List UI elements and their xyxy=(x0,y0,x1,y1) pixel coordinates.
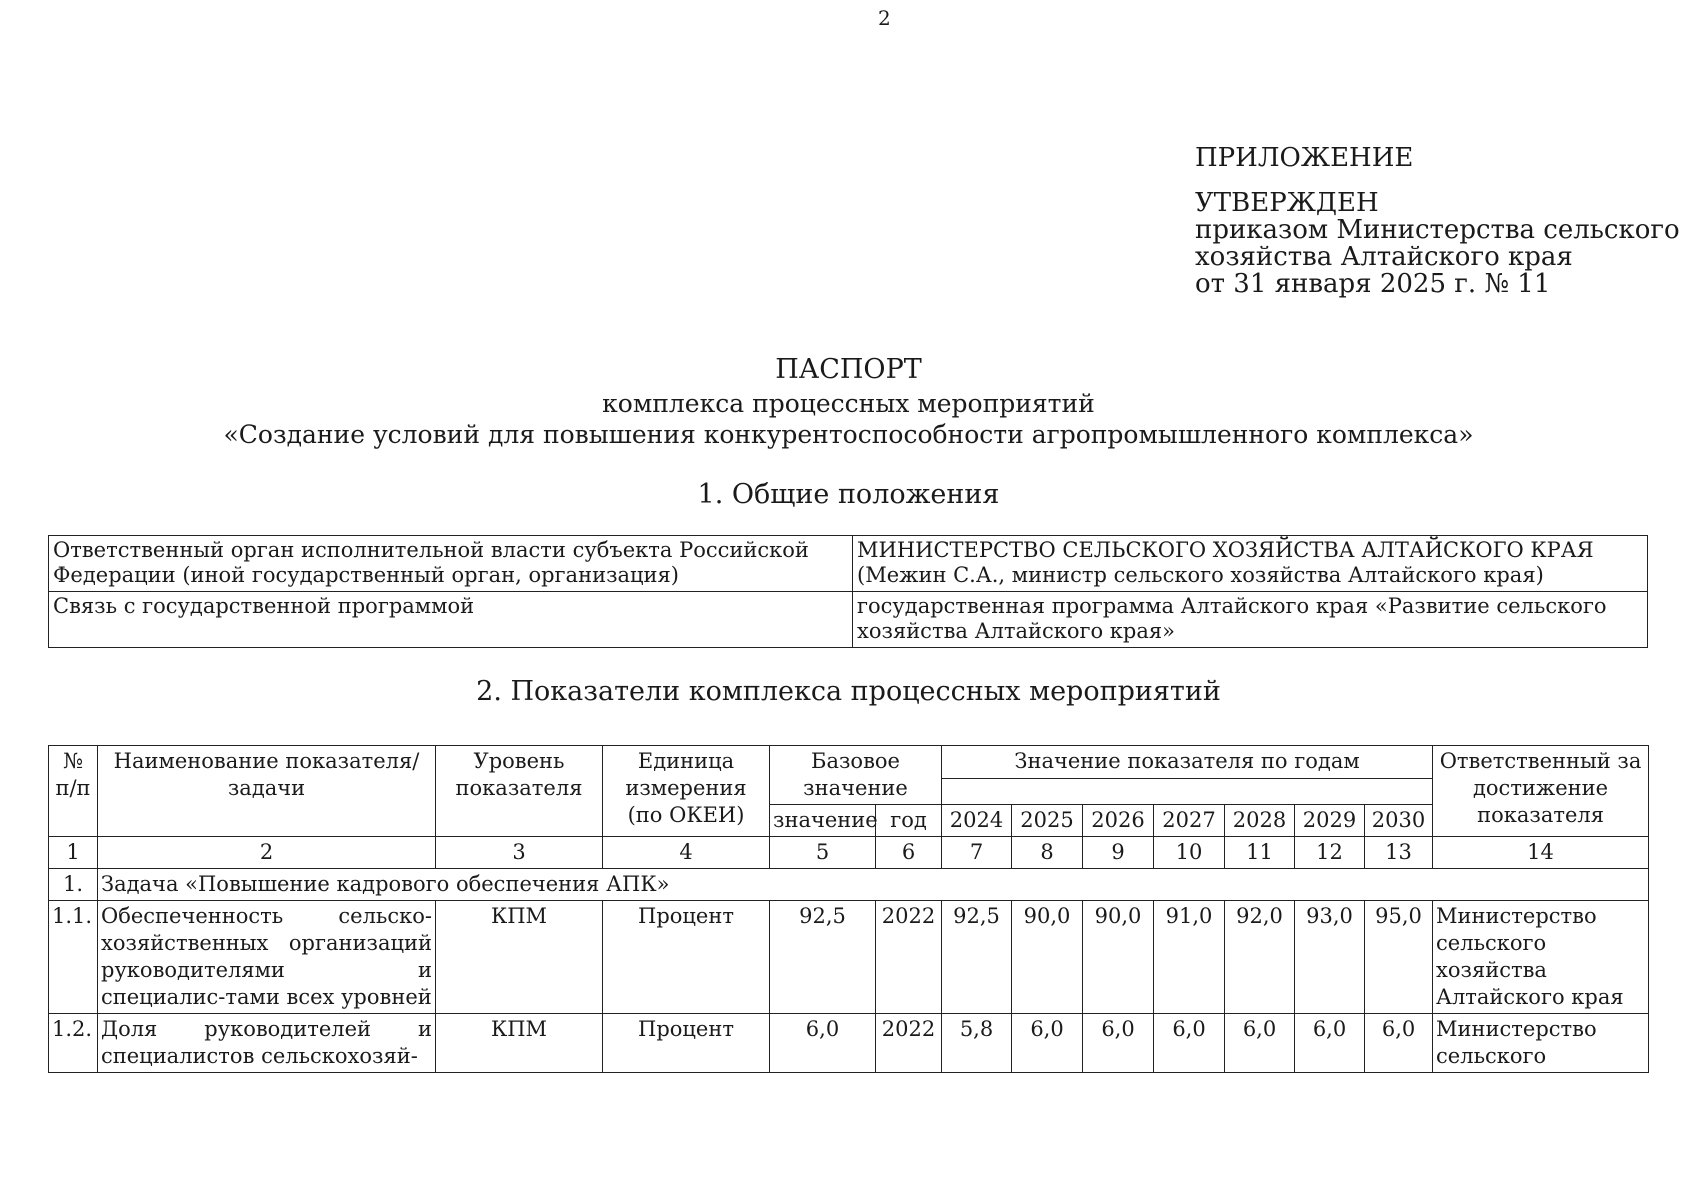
header-year: 2024 xyxy=(942,805,1012,837)
header-base-value: значение xyxy=(770,805,876,837)
year-value: 93,0 xyxy=(1295,901,1365,1014)
col-number: 5 xyxy=(770,837,876,869)
base-value: 92,5 xyxy=(770,901,876,1014)
header-years-group: Значение показателя по годам xyxy=(942,746,1433,779)
col-number: 14 xyxy=(1433,837,1649,869)
indicator-unit: Процент xyxy=(603,901,770,1014)
task-row xyxy=(49,869,1649,901)
indicators-table xyxy=(48,745,1649,1073)
header-year: 2025 xyxy=(1012,805,1083,837)
year-value: 6,0 xyxy=(1083,1014,1154,1073)
indicator-level: КПМ xyxy=(436,901,603,1014)
responsible-body-value xyxy=(853,536,1648,592)
header-row xyxy=(49,746,1649,779)
approved-label: УТВЕРЖДЕН xyxy=(1195,188,1379,218)
col-number: 1 xyxy=(49,837,98,869)
year-value: 95,0 xyxy=(1365,901,1433,1014)
indicator-level: КПМ xyxy=(436,1014,603,1073)
col-number: 8 xyxy=(1012,837,1083,869)
col-number: 12 xyxy=(1295,837,1365,869)
year-value: 6,0 xyxy=(1365,1014,1433,1073)
year-value: 5,8 xyxy=(942,1014,1012,1073)
title-sub-2: «Создание условий для повышения конкурентоспособности агропромышленного комплекса» xyxy=(223,420,1474,449)
responsible: Министерство сельского хозяйства Алтайского края xyxy=(1433,901,1649,1014)
base-year: 2022 xyxy=(876,901,942,1014)
table-row xyxy=(49,901,1649,1014)
col-number: 4 xyxy=(603,837,770,869)
indicator-unit: Процент xyxy=(603,1014,770,1073)
year-value: 90,0 xyxy=(1012,901,1083,1014)
year-value: 6,0 xyxy=(1012,1014,1083,1073)
responsible-body-label: Ответственный орган исполнительной власти субъекта Российской Федерации (иной государственный орган, организация) xyxy=(49,536,853,592)
general-provisions-table xyxy=(48,535,1648,648)
col-number: 3 xyxy=(436,837,603,869)
approval-line-1: приказом Министерства сельского xyxy=(1195,215,1680,245)
header-unit: Единица измерения (по ОКЕИ) xyxy=(603,746,770,837)
approval-line-3: от 31 января 2025 г. № 11 xyxy=(1195,269,1551,299)
program-link-label: Связь с государственной программой xyxy=(49,592,853,648)
col-number: 13 xyxy=(1365,837,1433,869)
header-year: 2029 xyxy=(1295,805,1365,837)
year-value: 6,0 xyxy=(1295,1014,1365,1073)
row-num: 1.1. xyxy=(49,901,98,1014)
header-responsible: Ответственный за достижение показателя xyxy=(1433,746,1649,837)
section-1-heading: 1. Общие положения xyxy=(697,479,1000,510)
table-row xyxy=(49,1014,1649,1073)
indicator-name: Доля руководителей и специалистов сельскохозяй- xyxy=(98,1014,436,1073)
task-text: Задача «Повышение кадрового обеспечения АПК» xyxy=(98,869,1649,901)
base-value: 6,0 xyxy=(770,1014,876,1073)
indicator-name: Обеспеченность сельско-хозяйственных организаций руководителями и специалис-тами всех уровней xyxy=(98,901,436,1014)
header-base-year: год xyxy=(876,805,942,837)
header-year: 2030 xyxy=(1365,805,1433,837)
responsible: Министерство сельского xyxy=(1433,1014,1649,1073)
col-number: 10 xyxy=(1154,837,1225,869)
year-value: 6,0 xyxy=(1154,1014,1225,1073)
approval-block xyxy=(1195,145,1680,298)
header-level: Уровень показателя xyxy=(436,746,603,837)
year-value: 90,0 xyxy=(1083,901,1154,1014)
col-number: 11 xyxy=(1225,837,1295,869)
table-row xyxy=(49,536,1648,592)
page-number: 2 xyxy=(878,6,891,30)
year-value: 91,0 xyxy=(1154,901,1225,1014)
header-year: 2026 xyxy=(1083,805,1154,837)
col-number: 9 xyxy=(1083,837,1154,869)
task-num: 1. xyxy=(49,869,98,901)
year-value: 92,0 xyxy=(1225,901,1295,1014)
section-2-heading: 2. Показатели комплекса процессных мероприятий xyxy=(476,676,1221,707)
header-year: 2028 xyxy=(1225,805,1295,837)
appendix-label: ПРИЛОЖЕНИЕ xyxy=(1195,143,1414,173)
header-num: № п/п xyxy=(49,746,98,837)
header-year: 2027 xyxy=(1154,805,1225,837)
col-number: 2 xyxy=(98,837,436,869)
column-numbers-row xyxy=(49,837,1649,869)
approval-line-2: хозяйства Алтайского края xyxy=(1195,242,1573,272)
row-num: 1.2. xyxy=(49,1014,98,1073)
program-link-value: государственная программа Алтайского края «Развитие сельского хозяйства Алтайского края» xyxy=(853,592,1648,648)
title-sub-1: комплекса процессных мероприятий xyxy=(602,389,1095,418)
title-main: ПАСПОРТ xyxy=(775,354,922,385)
table-row xyxy=(49,592,1648,648)
year-value: 92,5 xyxy=(942,901,1012,1014)
col-number: 6 xyxy=(876,837,942,869)
year-value: 6,0 xyxy=(1225,1014,1295,1073)
header-name: Наименование показателя/задачи xyxy=(98,746,436,837)
col-number: 7 xyxy=(942,837,1012,869)
responsible-body-person: (Межин С.А., министр сельского хозяйства Алтайского края) xyxy=(857,563,1544,587)
base-year: 2022 xyxy=(876,1014,942,1073)
header-base: Базовое значение xyxy=(770,746,942,805)
document-title xyxy=(0,352,1697,450)
responsible-body-name: МИНИСТЕРСТВО СЕЛЬСКОГО ХОЗЯЙСТВА АЛТАЙСКОГО КРАЯ xyxy=(857,538,1594,562)
